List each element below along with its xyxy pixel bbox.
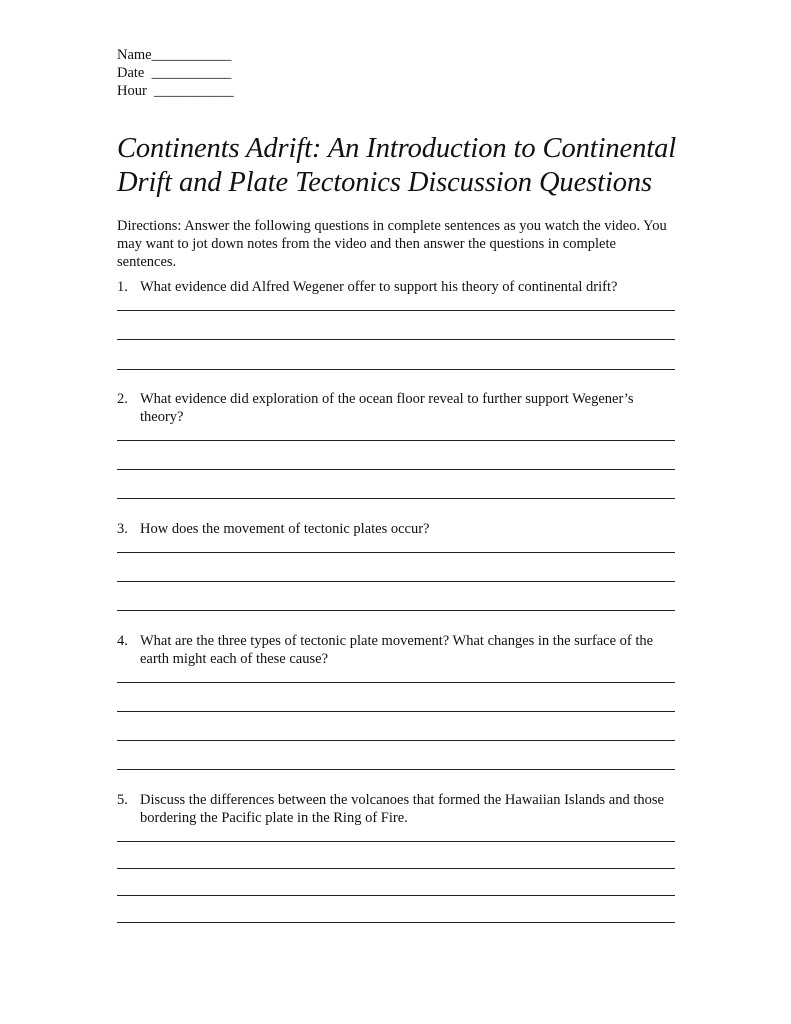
question-5 — [117, 791, 675, 827]
answer-line[interactable] — [117, 469, 675, 470]
question-text: What evidence did Alfred Wegener offer to support his theory of continental drift? — [140, 279, 618, 295]
answer-line[interactable] — [117, 310, 675, 311]
answer-line[interactable] — [117, 581, 675, 582]
answer-line[interactable] — [117, 895, 675, 896]
student-info-fields — [117, 46, 234, 100]
question-number: 5. — [117, 792, 128, 808]
answer-line[interactable] — [117, 922, 675, 923]
question-2 — [117, 390, 675, 426]
directions-text: Directions: Answer the following questions in complete sentences as you watch the video. You may want to jot down notes from the video and then answer the questions in complete sentences. — [117, 218, 667, 270]
question-text: What are the three types of tectonic plate movement? What changes in the surface of the earth might each of these cause? — [140, 633, 654, 667]
answer-line[interactable] — [117, 339, 675, 340]
question-3 — [117, 520, 675, 538]
date-field[interactable]: Date ___________ — [117, 65, 232, 81]
answer-line[interactable] — [117, 682, 675, 683]
question-number: 2. — [117, 391, 128, 407]
answer-line[interactable] — [117, 610, 675, 611]
answer-line[interactable] — [117, 552, 675, 553]
answer-line[interactable] — [117, 711, 675, 712]
answer-line[interactable] — [117, 740, 675, 741]
answer-line[interactable] — [117, 498, 675, 499]
question-number: 1. — [117, 279, 128, 295]
name-field[interactable]: Name___________ — [117, 47, 232, 63]
answer-line[interactable] — [117, 369, 675, 370]
question-text: What evidence did exploration of the ocean floor reveal to further support Wegener’s theory? — [140, 391, 634, 425]
question-number: 3. — [117, 521, 128, 537]
question-1 — [117, 278, 675, 296]
answer-line[interactable] — [117, 440, 675, 441]
answer-line[interactable] — [117, 841, 675, 842]
question-text: Discuss the differences between the volcanoes that formed the Hawaiian Islands and those bordering the Pacific plate in the Ring of Fire. — [140, 792, 664, 826]
worksheet-title: Continents Adrift: An Introduction to Continental Drift and Plate Tectonics Discussion Questions — [117, 133, 677, 198]
answer-line[interactable] — [117, 868, 675, 869]
hour-field[interactable]: Hour ___________ — [117, 83, 234, 99]
question-number: 4. — [117, 633, 128, 649]
answer-line[interactable] — [117, 769, 675, 770]
question-4 — [117, 632, 675, 668]
question-text: How does the movement of tectonic plates occur? — [140, 521, 430, 537]
